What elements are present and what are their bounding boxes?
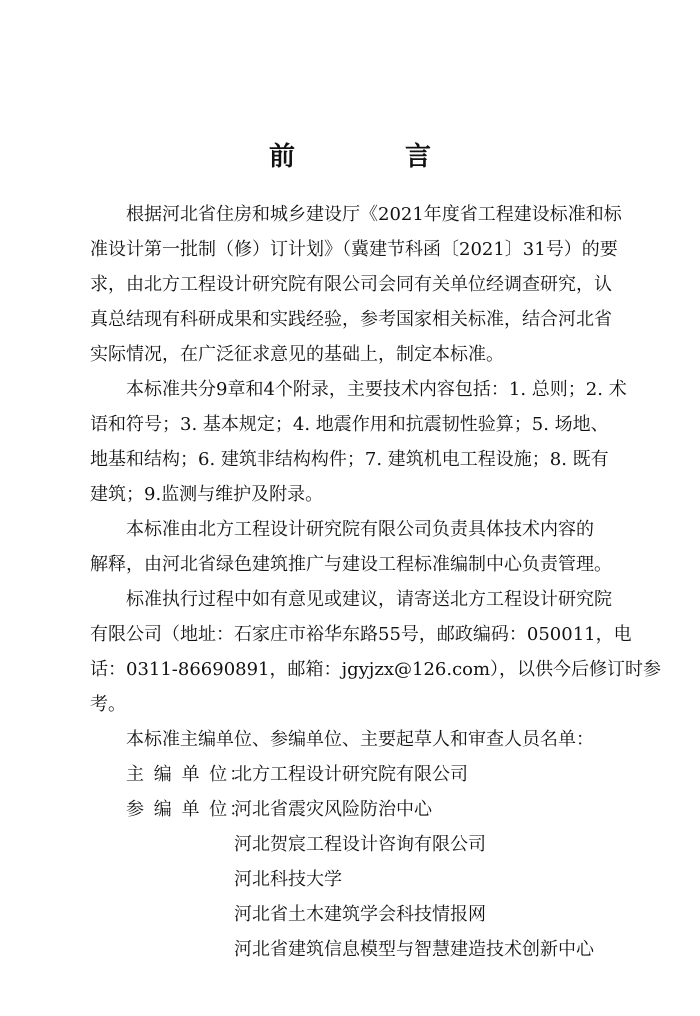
- paragraph-line: 语和符号；3. 基本规定；4. 地震作用和抗震韧性验算；5. 场地、: [90, 414, 609, 435]
- paragraph-line: 地基和结构；6. 建筑非结构构件；7. 建筑机电工程设施；8. 既有: [90, 449, 609, 470]
- chief-editor-row: [126, 757, 612, 792]
- paragraph-line: 准设计第一批制（修）订计划》（冀建节科函〔2021〕31号）的要: [90, 239, 618, 260]
- participating-units: [126, 792, 612, 967]
- paragraph-line: 求，由北方工程设计研究院有限公司会同有关单位经调查研究，认: [90, 274, 612, 295]
- paragraph-line: 有限公司（地址：石家庄市裕华东路55号，邮政编码：050011，电: [90, 624, 632, 645]
- page-title: 前 言: [268, 142, 473, 172]
- document-body: [90, 197, 662, 967]
- paragraph-4: [90, 582, 662, 722]
- participating-label: 参 编 单 位：: [126, 799, 250, 820]
- paragraph-line: 实际情况，在广泛征求意见的基础上，制定本标准。: [90, 344, 504, 365]
- paragraph-3: [90, 512, 612, 582]
- paragraph-line: 考。: [90, 694, 126, 715]
- paragraph-line: 解释，由河北省绿色建筑推广与建设工程标准编制中心负责管理。: [90, 554, 612, 575]
- paragraph-line: 本标准由北方工程设计研究院有限公司负责具体技术内容的: [126, 519, 594, 540]
- participating-org: 河北省震灾风险防治中心: [234, 799, 432, 820]
- chief-editor-label: 主 编 单 位：: [126, 764, 250, 785]
- participating-org: 河北省建筑信息模型与智慧建造技术创新中心: [234, 939, 594, 960]
- paragraph-line: 话：0311-86690891，邮箱：jgyjzx@126.com），以供今后修订时参: [90, 659, 662, 680]
- participating-row-first: [126, 792, 612, 827]
- paragraph-line: 本标准共分9章和4个附录，主要技术内容包括：1. 总则；2. 术: [126, 379, 627, 400]
- participating-org: 河北贺宸工程设计咨询有限公司: [234, 834, 486, 855]
- paragraph-line: 标准执行过程中如有意见或建议，请寄送北方工程设计研究院: [126, 589, 612, 610]
- participating-org: 河北科技大学: [234, 869, 342, 890]
- paragraph-line: 建筑；9.监测与维护及附录。: [90, 484, 324, 505]
- paragraph-line: 真总结现有科研成果和实践经验，参考国家相关标准，结合河北省: [90, 309, 612, 330]
- paragraph-2: [90, 372, 627, 512]
- paragraph-1: [90, 197, 622, 372]
- participating-org: 河北省土木建筑学会科技情报网: [234, 904, 486, 925]
- paragraph-line: 本标准主编单位、参编单位、主要起草人和审查人员名单：: [126, 729, 594, 750]
- paragraph-line: 根据河北省住房和城乡建设厅《2021年度省工程建设标准和标: [126, 204, 622, 225]
- paragraph-5: [90, 722, 612, 757]
- chief-editor-org: 北方工程设计研究院有限公司: [234, 764, 468, 785]
